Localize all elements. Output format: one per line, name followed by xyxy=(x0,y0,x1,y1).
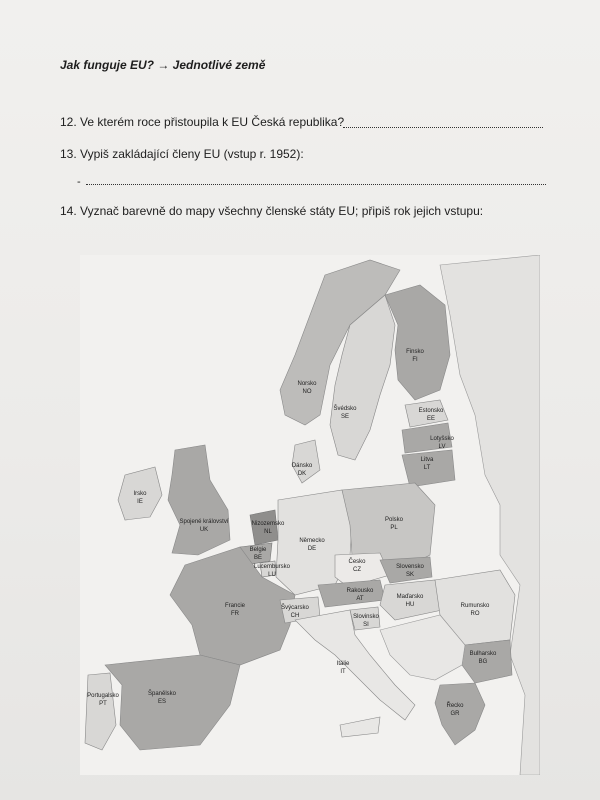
label-pt-code: PT xyxy=(99,701,107,707)
label-es-code: ES xyxy=(157,699,167,705)
europe-map[interactable] xyxy=(80,255,540,775)
label-ie-name: Irsko xyxy=(133,491,147,497)
label-se-code: SE xyxy=(340,414,350,420)
label-lu-name: Lucembursko xyxy=(253,564,291,570)
label-gr-code: GR xyxy=(450,711,460,717)
label-bg-name: Bulharsko xyxy=(469,651,497,657)
label-cz-code: CZ xyxy=(353,567,361,573)
label-sk-code: SK xyxy=(405,572,415,578)
worksheet-title: Jak funguje EU? → Jednotlivé země xyxy=(60,58,266,72)
europe-map-svg xyxy=(80,255,540,775)
label-bg-code: BG xyxy=(478,659,488,665)
answer-line-13[interactable] xyxy=(86,184,546,185)
label-dk-name: Dánsko xyxy=(291,463,313,469)
label-fi-name: Finsko xyxy=(406,349,424,355)
label-ie-code: IE xyxy=(137,499,143,505)
label-dk-code: DK xyxy=(297,471,307,477)
label-nl-name: Nizozemsko xyxy=(251,521,285,527)
label-at-code: AT xyxy=(356,596,364,602)
answer-line-12[interactable] xyxy=(343,127,543,128)
question-13: 13. Vypiš zakládající členy EU (vstup r. 1952): xyxy=(60,147,304,161)
question-14: 14. Vyznač barevně do mapy všechny členské státy EU; připiš rok jejich vstupu: xyxy=(60,204,484,218)
label-ee-name: Estonsko xyxy=(418,408,444,414)
label-ch-code: CH xyxy=(290,613,300,619)
label-be-name: Belgie xyxy=(249,547,267,553)
label-pt-name: Portugalsko xyxy=(87,693,119,699)
label-hu-code: HU xyxy=(405,602,415,608)
label-lv-name: Lotyšsko xyxy=(430,436,454,442)
label-ee-code: EE xyxy=(426,416,436,422)
label-no-name: Norsko xyxy=(297,381,317,387)
label-fi-code: FI xyxy=(412,357,418,363)
label-nl-code: NL xyxy=(264,529,272,535)
label-be-code: BE xyxy=(253,555,263,561)
label-pl-code: PL xyxy=(390,525,398,531)
label-gr-name: Řecko xyxy=(446,703,464,709)
label-fr-code: FR xyxy=(231,611,239,617)
label-lu-code: LU xyxy=(268,572,276,578)
label-pl-name: Polsko xyxy=(384,517,404,523)
label-ch-name: Švýcarsko xyxy=(281,605,309,611)
label-se-name: Švédsko xyxy=(333,406,357,412)
label-lt-code: LT xyxy=(423,465,431,471)
label-ro-name: Rumunsko xyxy=(460,603,490,609)
label-si-code: SI xyxy=(363,622,369,628)
poland-shape xyxy=(342,483,435,565)
question-12: 12. Ve kterém roce přistoupila k EU Česká republika? xyxy=(60,115,345,129)
label-si-name: Slovinsko xyxy=(353,614,379,620)
label-sk-name: Slovensko xyxy=(396,564,424,570)
label-no-code: NO xyxy=(302,389,312,395)
label-it-code: IT xyxy=(340,669,346,675)
label-de-name: Německo xyxy=(299,538,325,544)
label-at-name: Rakousko xyxy=(346,588,374,594)
label-hu-name: Maďarsko xyxy=(396,594,424,600)
label-ro-code: RO xyxy=(470,611,480,617)
label-lv-code: LV xyxy=(438,444,446,450)
label-fr-name: Francie xyxy=(224,603,246,609)
label-uk-name: Spojené království xyxy=(179,519,229,525)
label-it-name: Itálie xyxy=(336,661,350,667)
label-uk-code: UK xyxy=(199,527,209,533)
label-es-name: Španělsko xyxy=(147,691,177,697)
label-cz-name: Česko xyxy=(348,559,366,565)
answer-bullet-13: - xyxy=(77,176,81,188)
label-de-code: DE xyxy=(307,546,317,552)
label-lt-name: Litva xyxy=(420,457,434,463)
netherlands-shape xyxy=(250,510,278,545)
